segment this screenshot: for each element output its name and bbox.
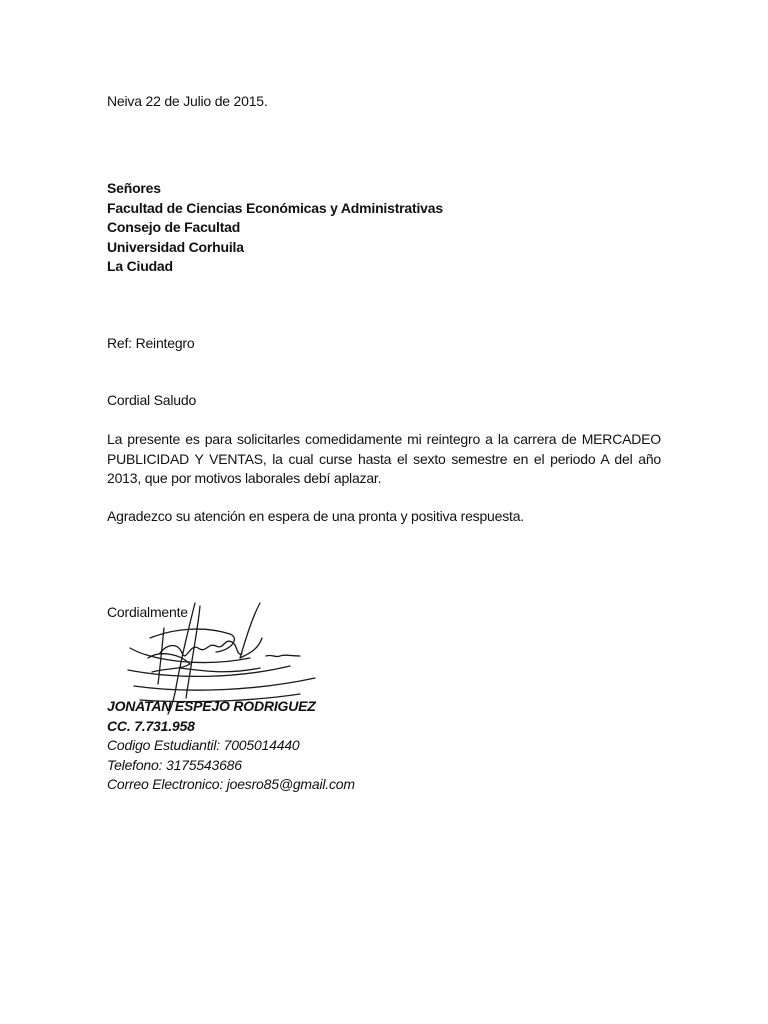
reference: Ref: Reintegro [107, 335, 195, 351]
closing: Cordialmente [107, 604, 188, 620]
signer-name: JONATAN ESPEJO RODRIGUEZ [107, 698, 316, 714]
recipient-line: Facultad de Ciencias Económicas y Administrativas [107, 199, 443, 216]
signer-id: CC. 7.731.958 [107, 717, 195, 734]
recipient-block [107, 179, 443, 277]
signer-email: Correo Electronico: joesro85@gmail.com [107, 776, 355, 792]
body-paragraph: La presente es para solicitarles comedidamente mi reintegro a la carrera de MERCADEO PUBLICIDAD Y VENTAS, la cual curse hasta el sexto semestre en el periodo A del año 2013, que por motivos laborales debí aplazar. [107, 431, 661, 486]
recipient-line: Consejo de Facultad [107, 219, 241, 235]
thanks-paragraph: Agradezco su atención en espera de una pronta y positiva respuesta. [107, 508, 524, 524]
signer-student-code: Codigo Estudiantil: 7005014440 [107, 737, 300, 753]
signer-block [107, 697, 355, 795]
recipient-line: Universidad Corhuila [107, 238, 244, 255]
place-date: Neiva 22 de Julio de 2015. [107, 93, 268, 109]
recipient-line: Señores [107, 180, 161, 196]
recipient-line: La Ciudad [107, 258, 173, 274]
greeting: Cordial Saludo [107, 392, 197, 408]
signer-phone: Telefono: 3175543686 [107, 756, 242, 773]
